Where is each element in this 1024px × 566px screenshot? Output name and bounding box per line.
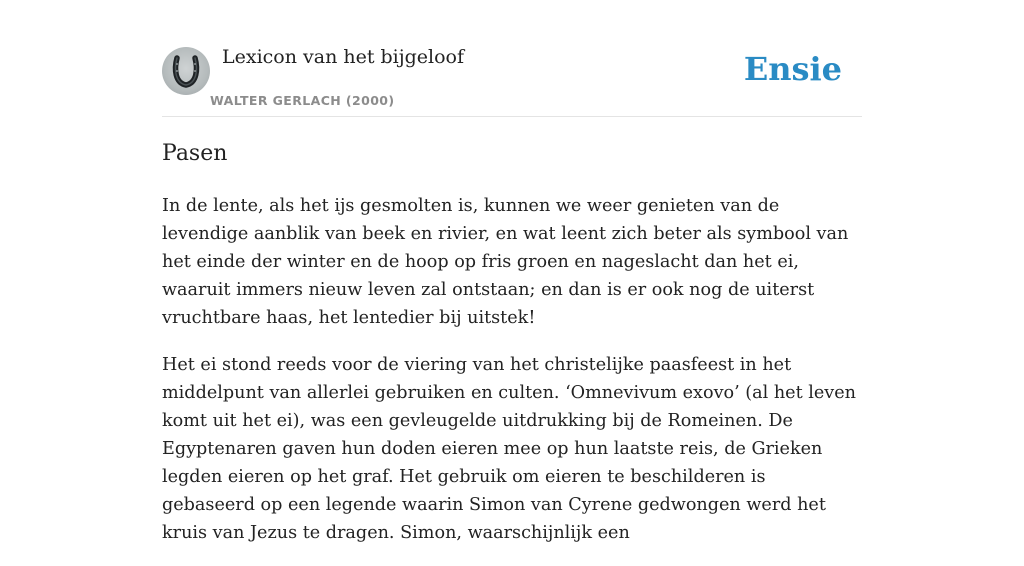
article-body <box>162 192 862 566</box>
book-author: WALTER GERLACH (2000) <box>210 93 395 108</box>
entry-title: Pasen <box>162 141 228 166</box>
page <box>162 0 862 543</box>
paragraph: In de lente, als het ijs gesmolten is, kunnen we weer genieten van de levendige aanblik van beek en rivier, en wat leent zich beter als symbool van het einde der winter en de hoop op fris groen en nageslacht dan het ei, waaruit immers nieuw leven zal ontstaan; en dan is er ook nog de uiterst vruchtbare haas, het lentedier bij uitstek! <box>162 196 849 328</box>
brand-logo-link[interactable]: Ensie <box>743 50 842 88</box>
book-title[interactable]: Lexicon van het bijgeloof <box>222 46 465 68</box>
horseshoe-icon[interactable] <box>162 47 210 95</box>
header <box>162 0 862 117</box>
paragraph: Het ei stond reeds voor de viering van het christelijke paasfeest in het middelpunt van allerlei gebruiken en culten. ‘Omnevivum exovo’ (al het leven komt uit het ei), was een gevleugelde uitdrukking bij de Romeinen. De Egyptenaren gaven hun doden eieren mee op hun laatste reis, de Grieken legden eieren op het graf. Het gebruik om eieren te beschilderen is gebaseerd op een legende waarin Simon van Cyrene gedwongen werd het kruis van Jezus te dragen. Simon, waarschijnlijk een <box>162 355 856 543</box>
